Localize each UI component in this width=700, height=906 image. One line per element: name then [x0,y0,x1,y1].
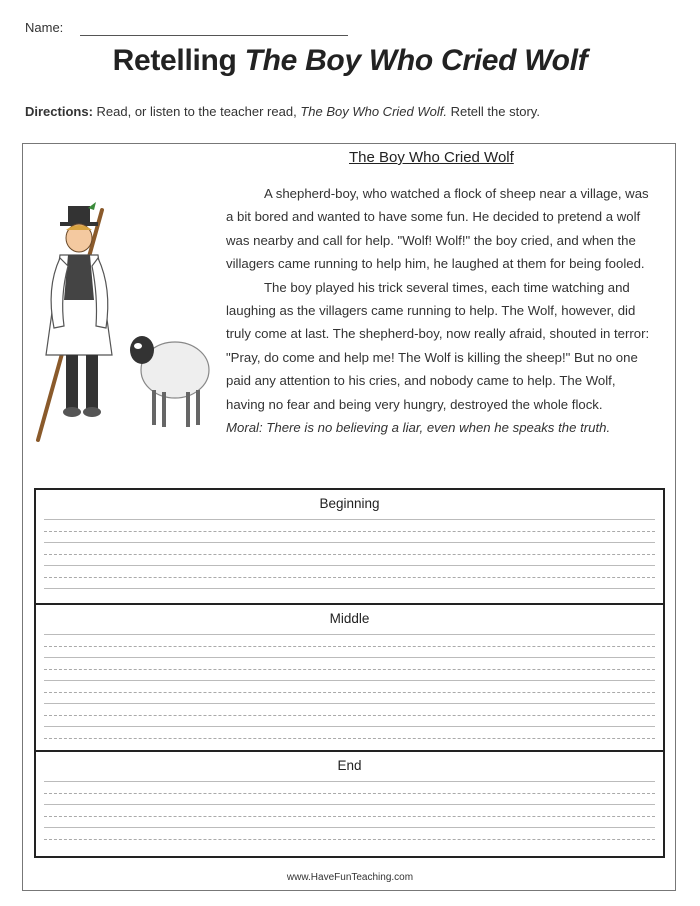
writing-line[interactable] [44,738,655,739]
writing-line[interactable] [44,793,655,794]
section-middle [34,603,665,752]
writing-line[interactable] [44,816,655,817]
section-beginning [34,488,665,605]
writing-line[interactable] [44,657,655,658]
directions-text: Read, or listen to the teacher read, [92,104,301,119]
directions [25,104,540,119]
section-label-end: End [337,758,362,773]
page-title [0,44,700,78]
writing-line[interactable] [44,715,655,716]
writing-line[interactable] [44,634,655,635]
name-label: Name: [25,20,64,35]
title-prefix: Retelling [112,44,245,77]
title-italic: The Boy Who Cried Wolf [244,44,588,77]
writing-line[interactable] [44,646,655,647]
writing-line[interactable] [44,839,655,840]
section-end [34,750,665,858]
writing-line[interactable] [44,804,655,805]
writing-line[interactable] [44,680,655,681]
writing-line[interactable] [44,781,655,782]
writing-line[interactable] [44,565,655,566]
writing-line[interactable] [44,519,655,520]
writing-line[interactable] [44,692,655,693]
directions-suffix: Retell the story. [446,104,540,119]
shepherd-boy-illustration [30,200,210,450]
story-moral: Moral: There is no believing a liar, even when he speaks the truth. [226,420,611,436]
story-paragraph-2: The boy played his trick several times, each time watching and laughing as the villagers came running to help. The Wolf, however, did truly come at last. The shepherd-boy, now really afraid, shouted in terror: "Pray, do come and help me! The Wolf is killing the sheep!" But no one paid any attention to his cries, and nobody came to help. The Wolf, having no fear and being very hungry, destroyed the whole flock. [226,279,650,412]
writing-line[interactable] [44,531,655,532]
section-label-beginning: Beginning [319,496,380,511]
footer-website: www.HaveFunTeaching.com [286,872,414,883]
section-label-middle: Middle [329,611,370,626]
directions-label: Directions: [25,104,93,119]
writing-line[interactable] [44,827,655,828]
writing-line[interactable] [44,554,655,555]
writing-line[interactable] [44,703,655,704]
writing-line[interactable] [44,577,655,578]
story-title: The Boy Who Cried Wolf [349,149,514,166]
story-paragraph-1: A shepherd-boy, who watched a flock of sheep near a village, was a bit bored and wanted to have some fun. He decided to pretend a wolf was nearby and call for help. "Wolf! Wolf!" the boy cried, and when the villagers came running to help him, he laughed at them for being fooled. [226,186,649,272]
writing-line[interactable] [44,669,655,670]
name-input-line[interactable] [80,35,348,36]
story-text [226,182,656,439]
directions-italic: The Boy Who Cried Wolf. [300,104,447,119]
writing-line[interactable] [44,726,655,727]
writing-line[interactable] [44,542,655,543]
writing-line[interactable] [44,588,655,589]
